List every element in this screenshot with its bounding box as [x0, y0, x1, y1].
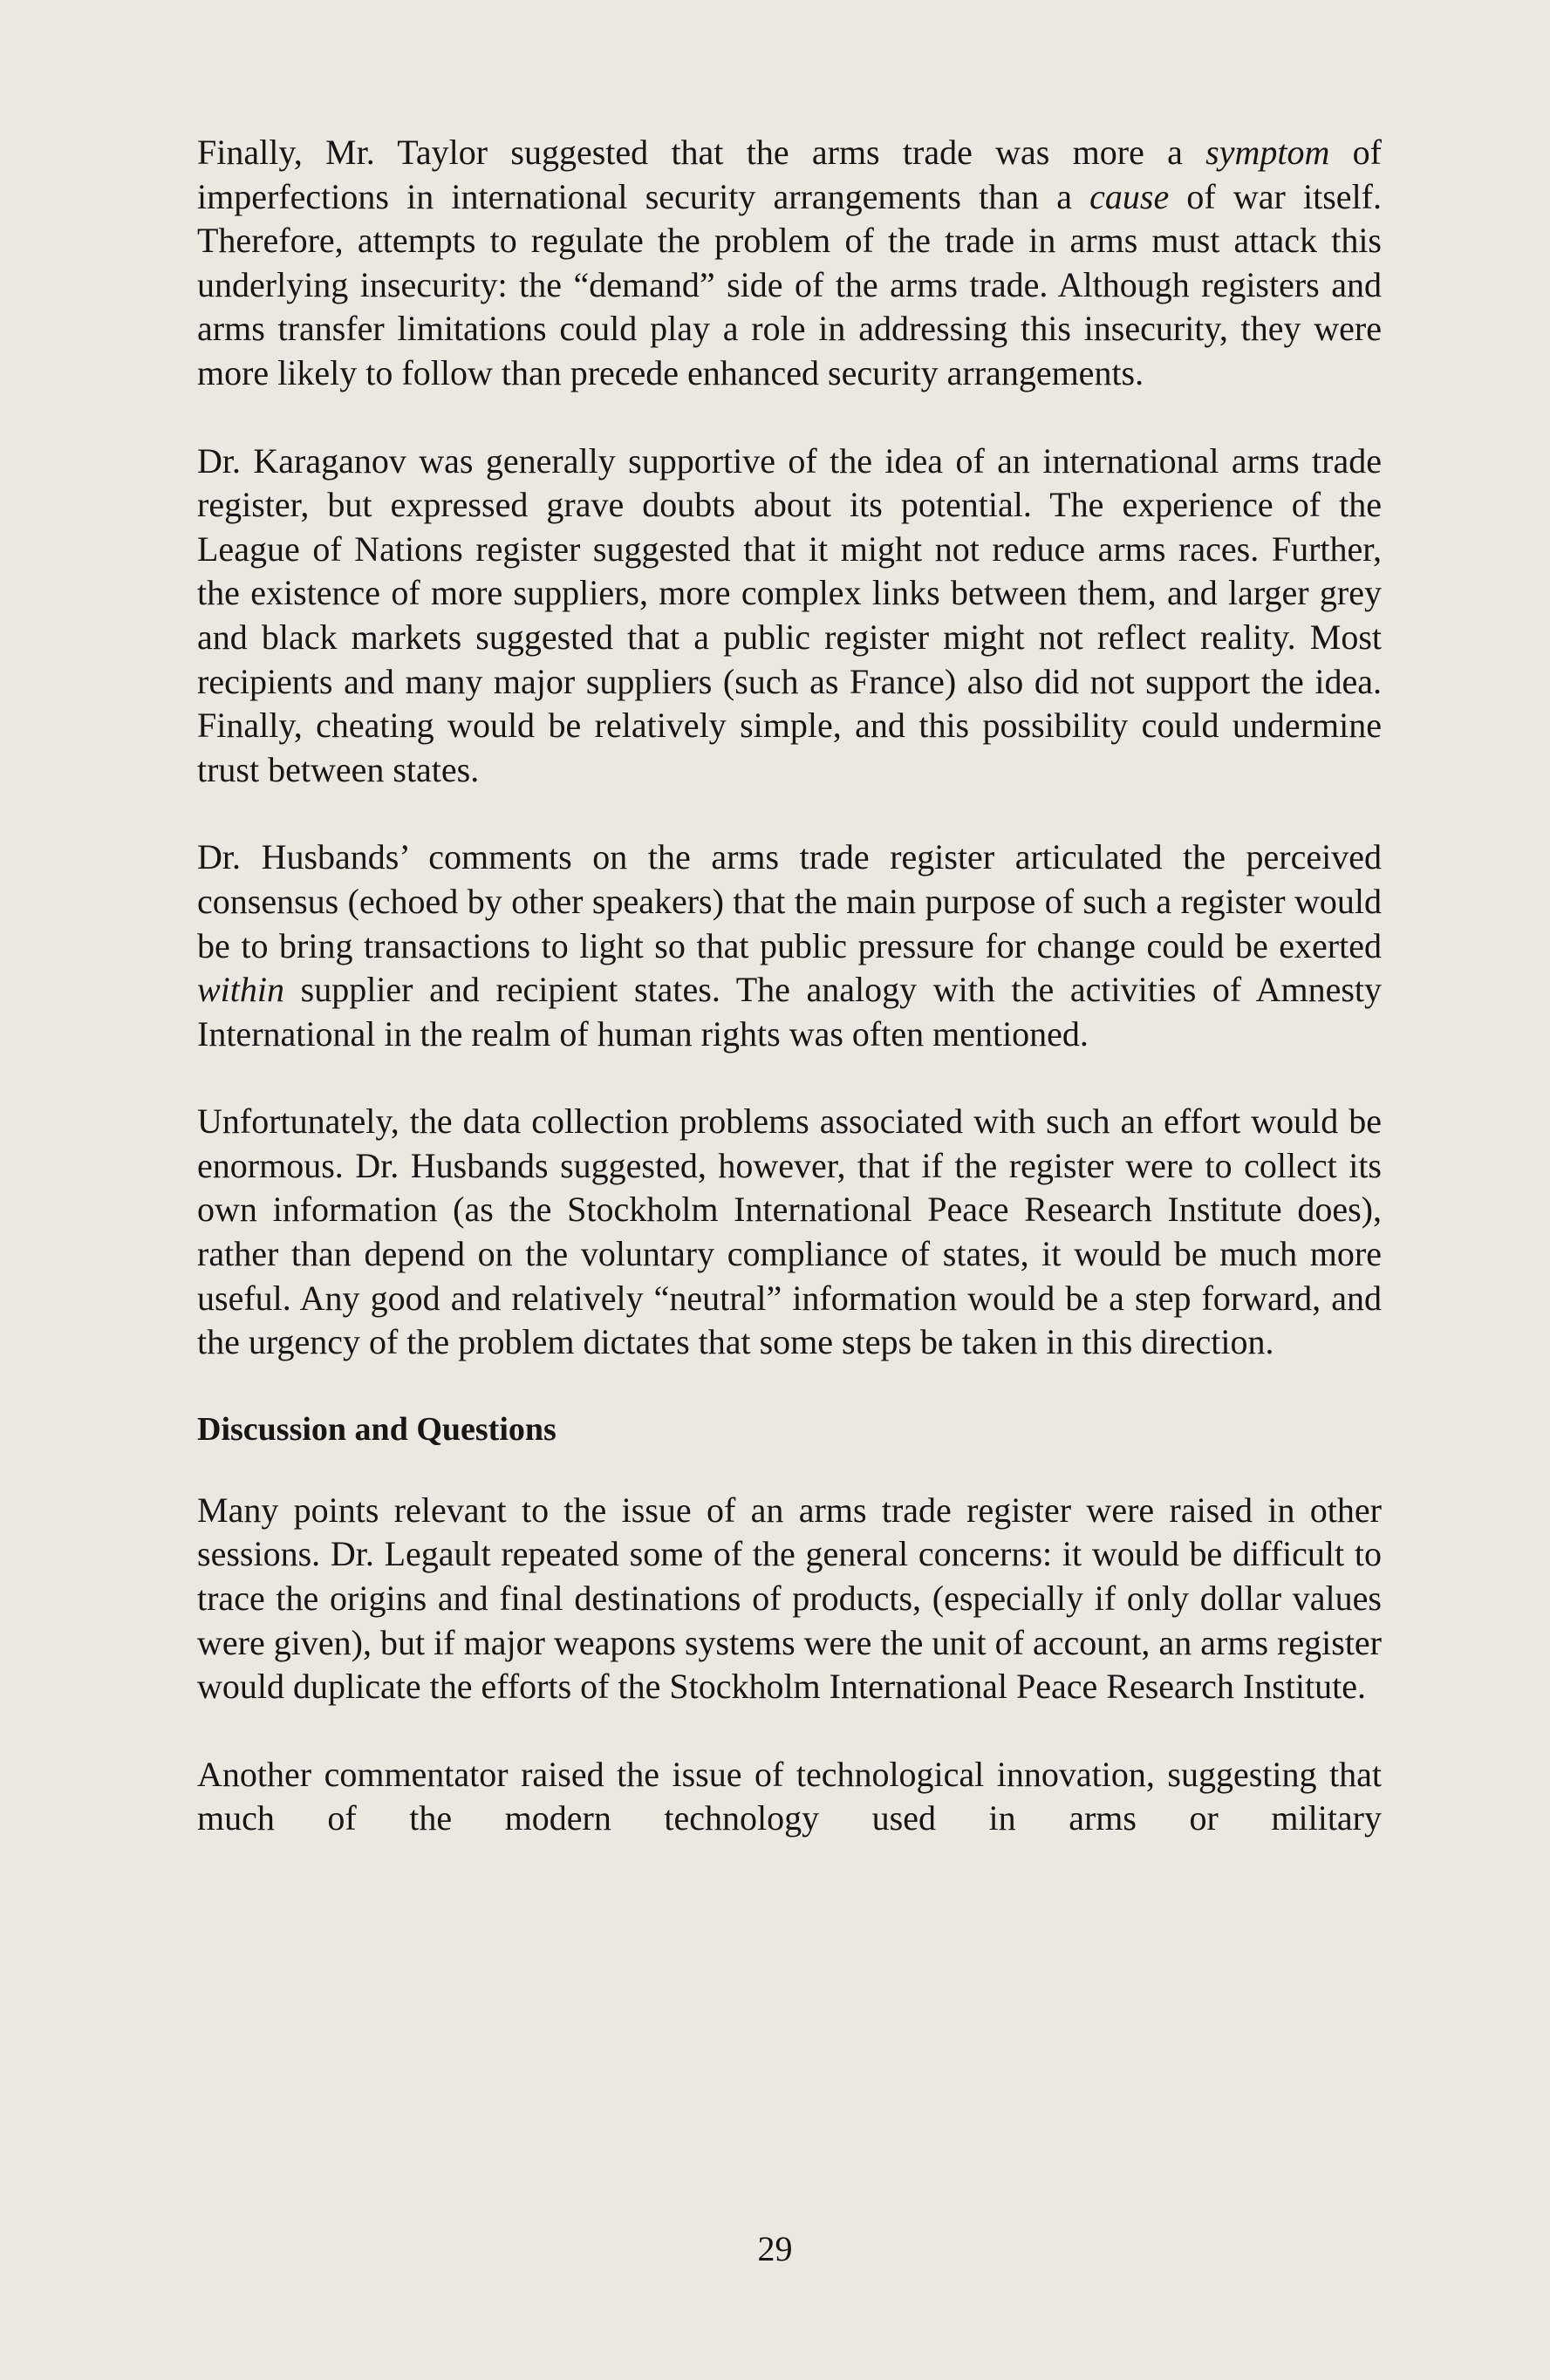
text-run: of imperfections in international security arrangements than a	[197, 133, 1382, 216]
emphasized-text: symptom	[1205, 133, 1330, 172]
text-run: Dr. Karaganov was generally supportive of the idea of an international arms trade register, but expressed grave doubts about its potential. The experience of the League of Nations register suggested that it might not reduce arms races. Further, the existence of more suppliers, more complex links between them, and larger grey and black markets suggested that a public register might not reflect reality. Most recipients and many major suppliers (such as France) also did not support the idea. Finally, cheating would be relatively simple, and this possibility could undermine trust between states.	[197, 440, 1382, 789]
text-run: Another commentator raised the issue of technological innovation, suggesting that much of the modern technology used in arms or military	[197, 1754, 1382, 1838]
text-run: Unfortunately, the data collection problems associated with such an effort would be enormous. Dr. Husbands suggested, however, that if the register were to collect its own information (as the Stockholm International Peace Research Institute does), rather than depend on the voluntary compliance of states, it would be much more useful. Any good and relatively “neutral” information would be a step forward, and the urgency of the problem dictates that some steps be taken in this direction.	[197, 1101, 1382, 1362]
emphasized-text: cause	[1089, 176, 1170, 216]
text-run: Discussion and Questions	[197, 1410, 556, 1448]
body-text	[197, 131, 1382, 1885]
paragraph-p2	[197, 440, 1382, 793]
text-run: of war itself. Therefore, attempts to regulate the problem of the trade in arms must attack this underlying insecurity: the “demand” side of the arms trade. Although registers and arms transfer limitations could play a role in addressing this insecurity, they were more likely to follow than precede enhanced security arrangements.	[197, 176, 1382, 392]
page-number: 29	[757, 2229, 793, 2268]
text-run: Many points relevant to the issue of an arms trade register were raised in other sessions. Dr. Legault repeated some of the general concerns: it would be difficult to trace the origins and final destinations of products, (especially if only dollar values were given), but if major weapons systems were the unit of account, an arms register would duplicate the efforts of the Stockholm International Peace Research Institute.	[197, 1490, 1382, 1707]
paragraph-p5	[197, 1489, 1382, 1709]
paragraph-p6	[197, 1753, 1382, 1841]
text-run: Finally, Mr. Taylor suggested that the arms trade was more a	[197, 133, 1206, 172]
text-run: Dr. Husbands’ comments on the arms trade register articulated the perceived consensus (echoed by other speakers) that the main purpose of such a register would be to bring transactions to light so that public pressure for change could be exerted	[197, 837, 1382, 965]
section-heading	[197, 1408, 1382, 1450]
paragraph-p1	[197, 131, 1382, 396]
paragraph-p3	[197, 835, 1382, 1056]
paragraph-p4	[197, 1100, 1382, 1365]
emphasized-text: within	[197, 970, 285, 1010]
text-run: supplier and recipient states. The analogy with the activities of Amnesty International in the realm of human rights was often mentioned.	[197, 970, 1382, 1054]
